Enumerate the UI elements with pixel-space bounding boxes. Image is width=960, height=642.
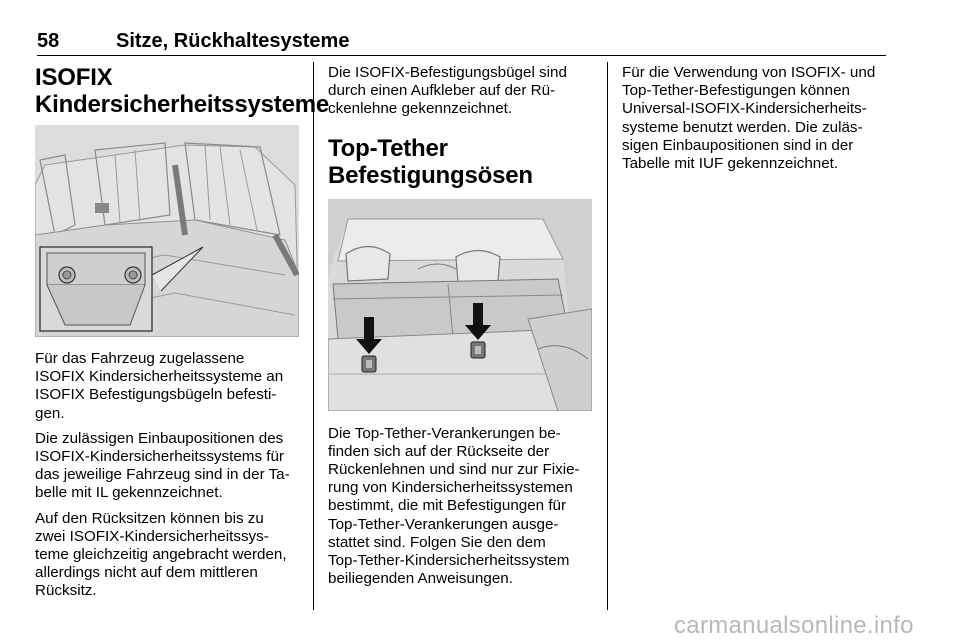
heading-line: Top-Tether — [328, 134, 448, 162]
heading-line: Kindersicherheitssysteme — [35, 91, 330, 118]
paragraph: Die Top-Tether-Verankerungen be- finden sich auf der Rückseite der Rückenlehnen und sind nur zur Fixie- rung von Kindersicherheitssystemen bestimmt, die mit Befestigungen für Top-Tether-Verankerungen ausge- stattet sind. Folgen Sie den dem Top-Tether-Kindersicherheitssystem beiliegenden Anweisungen. — [328, 424, 580, 588]
paragraph: Die zulässigen Einbaupositionen des ISOFIX-Kindersicherheitssystems für das jeweilige Fahrzeug sind in der Ta- belle mit IL gekennzeichnet. — [35, 429, 290, 502]
column-2 — [328, 64, 593, 595]
isofix-seat-illustration — [35, 125, 299, 337]
top-tether-trunk-illustration — [328, 199, 592, 411]
isofix-heading — [35, 64, 330, 118]
page-number: 58 — [37, 30, 60, 52]
paragraph: Die ISOFIX-Befestigungsbügel sind durch einen Aufkleber auf der Rü- ckenlehne gekennzeichnet. — [328, 64, 567, 118]
header-rule — [37, 55, 886, 56]
page-title: Sitze, Rückhaltesysteme — [116, 30, 350, 52]
watermark: carmanualsonline.info — [674, 612, 914, 639]
paragraph: Für das Fahrzeug zugelassene ISOFIX Kindersicherheitssysteme an ISOFIX Befestigungsbügeln befesti- gen. — [35, 350, 284, 422]
top-tether-heading — [328, 135, 593, 189]
heading-line: ISOFIX — [35, 64, 113, 91]
column-1 — [35, 64, 330, 608]
column-divider-1 — [313, 62, 314, 610]
paragraph: Auf den Rücksitzen können bis zu zwei ISOFIX-Kindersicherheitssys- teme gleichzeitig angebracht werden, allerdings nicht auf dem mittleren Rücksitz. — [35, 509, 287, 600]
heading-line: Befestigungsösen — [328, 161, 533, 189]
column-3 — [622, 64, 888, 180]
paragraph: Für die Verwendung von ISOFIX- und Top-Tether-Befestigungen können Universal-ISOFIX-Kindersicherheits- systeme benutzt werden. Die zuläs- sigen Einbaupositionen sind in der Tabelle mit IUF gekennzeichnet. — [622, 64, 876, 173]
column-divider-2 — [607, 62, 608, 610]
